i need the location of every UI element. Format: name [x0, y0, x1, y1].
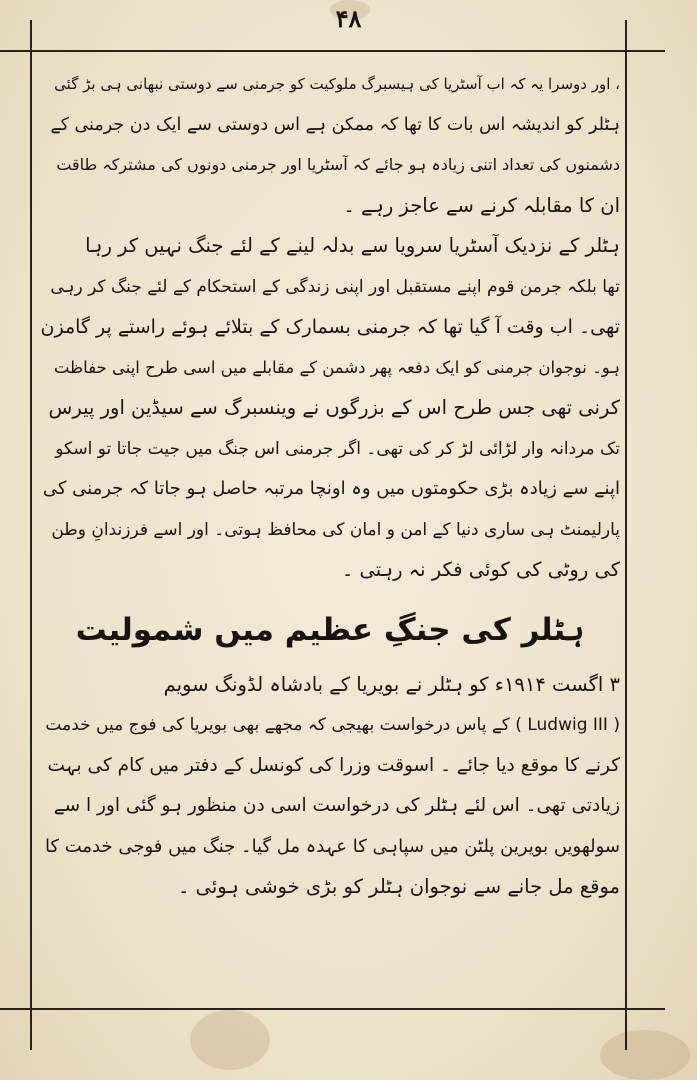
left-margin-rule: [30, 20, 32, 1050]
section-heading: ہٹلر کی جنگِ عظیم میں شمولیت: [75, 611, 585, 648]
text-line: اپنے سے زیادہ بڑی حکومتوں میں وہ اونچا مرتبہ حاصل ہو جاتا کہ جرمنی کی: [42, 478, 620, 499]
text-line: ۳ اگست ۱۹۱۴ء کو ہٹلر نے بویریا کے بادشاہ لڈونگ سویم: [163, 672, 620, 696]
text-line: تھا بلکہ جرمن قوم اپنے مستقبل اور اپنی زندگی کے استحکام کے لئے جنگ کر رہی: [50, 276, 620, 297]
text-line: موقع مل جانے سے نوجوان ہٹلر کو بڑی خوشی ہوئی ۔: [177, 875, 620, 898]
text-line: کرنے کا موقع دیا جائے ۔ اسوقت وزرا کی کونسل کے دفتر میں کام کی بہت: [47, 754, 620, 776]
page-number: ۴۸: [335, 4, 362, 33]
text-line: تھی۔ اب وقت آ گیا تھا کہ جرمنی بسمارک کے بتلائے ہوئے راستے پر گامزن: [40, 316, 620, 338]
text-line: ہٹلر کے نزدیک آسٹریا سرویا سے بدلہ لینے کے لئے جنگ نہیں کر رہا: [85, 234, 620, 257]
text-line: دشمنوں کی تعداد اتنی زیادہ ہو جائے کہ آسٹریا اور جرمنی دونوں کی مشترکہ طاقت: [56, 155, 620, 174]
text-line: ، اور دوسرا یہ کہ اب آسٹریا کی ہیسبرگ ملوکیت کو جرمنی سے دوستی نبھانی ہی بڑ گئی: [54, 75, 620, 93]
paragraph-2: [40, 226, 620, 591]
text-line: ہٹلر کو اندیشہ اس بات کا تھا کہ ممکن ہے اس دوستی سے ایک دن جرمنی کے: [50, 114, 620, 135]
paragraph-1: [40, 64, 620, 226]
right-margin-rule: [625, 20, 627, 1050]
text-line: ان کا مقابلہ کرنے سے عاجز رہے ۔: [343, 193, 620, 217]
body-text: [40, 64, 620, 908]
text-line: سولھویں بویرین پلٹن میں سپاہی کا عہدہ مل گیا۔ جنگ میں فوجی خدمت کا: [44, 835, 620, 857]
top-rule: [0, 50, 665, 52]
text-line: ہو۔ نوجوان جرمنی کو ایک دفعہ پھر دشمن کے مقابلے میں اسی طرح اپنی حفاظت: [53, 357, 620, 377]
paragraph-3: [40, 665, 620, 908]
paper-stain: [600, 1030, 690, 1080]
bottom-rule: [0, 1008, 665, 1010]
text-line: زیادتی تھی۔ اس لئے ہٹلر کی درخواست اسی دن منظور ہو گئی اور ا سے: [53, 795, 620, 816]
text-line: کی روٹی کی کوئی فکر نہ رہتی ۔: [341, 558, 620, 581]
text-line: کرنی تھی جس طرح اس کے بزرگوں نے وینسبرگ سے سیڈین اور پیرس: [48, 396, 620, 419]
text-line: تک مردانہ وار لڑائی لڑ کر کی تھی۔ اگر جرمنی اس جنگ میں جیت جاتا تو اسکو: [55, 438, 620, 459]
paper-stain: [190, 1010, 270, 1070]
text-line: ( Ludwig III ) کے پاس درخواست بھیجی کہ مجھے بھی بویریا کی فوج میں خدمت: [45, 715, 620, 735]
text-line: پارلیمنٹ ہی ساری دنیا کے امن و امان کی محافظ ہوتی۔ اور اسے فرزندانِ وطن: [51, 519, 620, 540]
